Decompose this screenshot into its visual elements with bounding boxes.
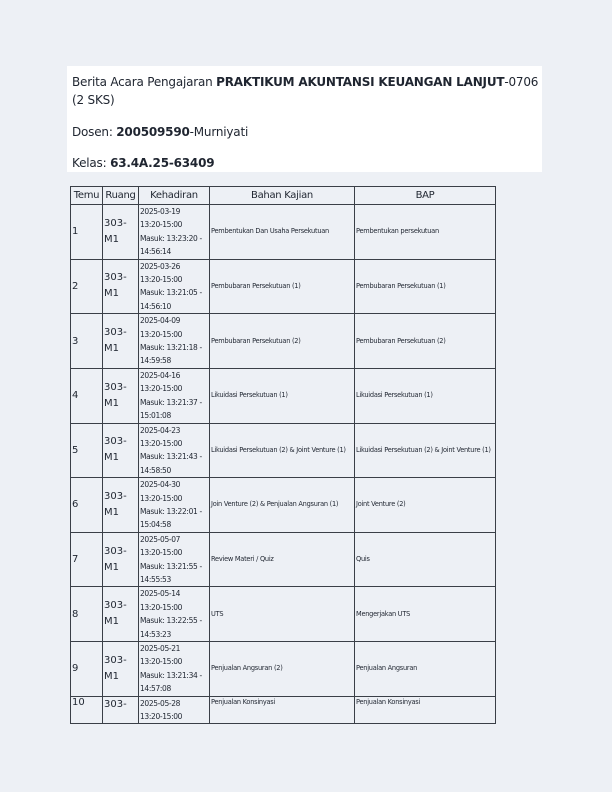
attendance-checkin: Masuk: 13:21:43 - 14:58:50 bbox=[140, 452, 202, 475]
document-title bbox=[72, 73, 540, 109]
room: 303-M1 bbox=[103, 314, 139, 369]
lecturer-line bbox=[72, 123, 248, 141]
teaching-report: Penjualan Angsuran bbox=[355, 642, 496, 697]
table-row bbox=[71, 368, 496, 423]
study-material: UTS bbox=[210, 587, 355, 642]
attendance-checkin: Masuk: 13:21:18 - 14:59:58 bbox=[140, 343, 202, 366]
meeting-number: 6 bbox=[71, 478, 103, 533]
attendance bbox=[139, 423, 210, 478]
lecturer-id: 200509590 bbox=[116, 125, 190, 139]
attendance bbox=[139, 532, 210, 587]
header-bahan-kajian: Bahan Kajian bbox=[210, 187, 355, 205]
attendance-time: 13:20-15:00 bbox=[140, 493, 183, 503]
lecturer-name: -Murniyati bbox=[189, 125, 249, 139]
room: 303-M1 bbox=[103, 368, 139, 423]
teaching-report: Pembubaran Persekutuan (1) bbox=[355, 259, 496, 314]
teaching-report: Pembubaran Persekutuan (2) bbox=[355, 314, 496, 369]
attendance-date: 2025-04-30 bbox=[140, 480, 181, 490]
study-material: Likuidasi Persekutuan (1) bbox=[210, 368, 355, 423]
attendance-date: 2025-04-23 bbox=[140, 425, 181, 435]
attendance-checkin: Masuk: 13:21:55 - 14:55:53 bbox=[140, 561, 202, 584]
teaching-report: Joint Venture (2) bbox=[355, 478, 496, 533]
attendance-table bbox=[70, 186, 496, 724]
attendance bbox=[139, 642, 210, 697]
room: 303- bbox=[103, 696, 139, 724]
attendance bbox=[139, 368, 210, 423]
teaching-report: Pembentukan persekutuan bbox=[355, 205, 496, 260]
course-code: -0706 (2 SKS) bbox=[72, 75, 539, 107]
attendance bbox=[139, 205, 210, 260]
attendance bbox=[139, 587, 210, 642]
study-material: Join Venture (2) & Penjualan Angsuran (1) bbox=[210, 478, 355, 533]
attendance-date: 2025-04-16 bbox=[140, 370, 181, 380]
attendance-time: 13:20-15:00 bbox=[140, 384, 183, 394]
teaching-report: Likuidasi Persekutuan (2) & Joint Venture (1) bbox=[355, 423, 496, 478]
study-material: Pembubaran Persekutuan (1) bbox=[210, 259, 355, 314]
meeting-number: 4 bbox=[71, 368, 103, 423]
study-material: Pembentukan Dan Usaha Persekutuan bbox=[210, 205, 355, 260]
attendance-time: 13:20-15:00 bbox=[140, 329, 183, 339]
room: 303-M1 bbox=[103, 532, 139, 587]
room: 303-M1 bbox=[103, 587, 139, 642]
attendance-time: 13:20-15:00 bbox=[140, 657, 183, 667]
meeting-number: 3 bbox=[71, 314, 103, 369]
table-row bbox=[71, 532, 496, 587]
header-kehadiran: Kehadiran bbox=[139, 187, 210, 205]
title-prefix: Berita Acara Pengajaran bbox=[72, 75, 217, 89]
attendance bbox=[139, 259, 210, 314]
meeting-number: 8 bbox=[71, 587, 103, 642]
attendance-time: 13:20-15:00 bbox=[140, 220, 183, 230]
attendance bbox=[139, 478, 210, 533]
attendance-time: 13:20-15:00 bbox=[140, 602, 183, 612]
attendance-date: 2025-05-21 bbox=[140, 644, 181, 653]
attendance-date: 2025-03-19 bbox=[140, 207, 181, 216]
study-material: Pembubaran Persekutuan (2) bbox=[210, 314, 355, 369]
study-material: Likuidasi Persekutuan (2) & Joint Venture (1) bbox=[210, 423, 355, 478]
attendance-checkin: Masuk: 13:22:55 - 14:53:23 bbox=[140, 616, 202, 639]
document-header bbox=[67, 66, 542, 172]
header-ruang: Ruang bbox=[103, 187, 139, 205]
class-label: Kelas: bbox=[72, 156, 111, 170]
attendance-time: 13:20-15:00 bbox=[140, 275, 183, 285]
table-row bbox=[71, 423, 496, 478]
attendance-checkin: Masuk: 13:22:01 - 15:04:58 bbox=[140, 506, 202, 530]
table-row bbox=[71, 642, 496, 697]
room: 303-M1 bbox=[103, 478, 139, 533]
attendance-date: 2025-05-28 bbox=[140, 698, 181, 708]
header-bap: BAP bbox=[355, 187, 496, 205]
table-row bbox=[71, 478, 496, 533]
attendance-time: 13:20-15:00 bbox=[140, 712, 183, 722]
attendance bbox=[139, 314, 210, 369]
course-name: PRAKTIKUM AKUNTANSI KEUANGAN LANJUT bbox=[216, 75, 505, 89]
teaching-report: Penjualan Konsinyasi bbox=[355, 696, 496, 724]
room: 303-M1 bbox=[103, 642, 139, 697]
room: 303-M1 bbox=[103, 423, 139, 478]
meeting-number: 1 bbox=[71, 205, 103, 260]
attendance-checkin: Masuk: 13:23:20 - 14:56:14 bbox=[140, 233, 202, 257]
meeting-number: 7 bbox=[71, 532, 103, 587]
teaching-report: Likuidasi Persekutuan (1) bbox=[355, 368, 496, 423]
study-material: Penjualan Konsinyasi bbox=[210, 696, 355, 724]
attendance-date: 2025-03-26 bbox=[140, 261, 181, 271]
table-row bbox=[71, 314, 496, 369]
attendance-date: 2025-05-07 bbox=[140, 534, 181, 544]
table-row bbox=[71, 205, 496, 260]
room: 303-M1 bbox=[103, 259, 139, 314]
class-line bbox=[72, 154, 214, 172]
study-material: Review Materi / Quiz bbox=[210, 532, 355, 587]
room: 303-M1 bbox=[103, 205, 139, 260]
meeting-number: 9 bbox=[71, 642, 103, 697]
table-row bbox=[71, 696, 496, 724]
attendance-checkin: Masuk: 13:21:05 - 14:56:10 bbox=[140, 288, 202, 311]
header-temu: Temu bbox=[71, 187, 103, 205]
attendance-date: 2025-05-14 bbox=[140, 589, 181, 599]
teaching-report: Mengerjakan UTS bbox=[355, 587, 496, 642]
attendance-checkin: Masuk: 13:21:37 - 15:01:08 bbox=[140, 397, 202, 421]
attendance-time: 13:20-15:00 bbox=[140, 438, 183, 448]
teaching-report: Quis bbox=[355, 532, 496, 587]
meeting-number: 10 bbox=[71, 696, 103, 724]
attendance-checkin: Masuk: 13:21:34 - 14:57:08 bbox=[140, 670, 202, 694]
table-row bbox=[71, 587, 496, 642]
meeting-number: 5 bbox=[71, 423, 103, 478]
study-material: Penjualan Angsuran (2) bbox=[210, 642, 355, 697]
attendance bbox=[139, 696, 210, 724]
class-code: 63.4A.25-63409 bbox=[110, 156, 215, 170]
lecturer-label: Dosen: bbox=[72, 125, 117, 139]
table-header-row bbox=[71, 187, 496, 205]
attendance-time: 13:20-15:00 bbox=[140, 548, 183, 558]
meeting-number: 2 bbox=[71, 259, 103, 314]
attendance-date: 2025-04-09 bbox=[140, 316, 181, 326]
table-row bbox=[71, 259, 496, 314]
